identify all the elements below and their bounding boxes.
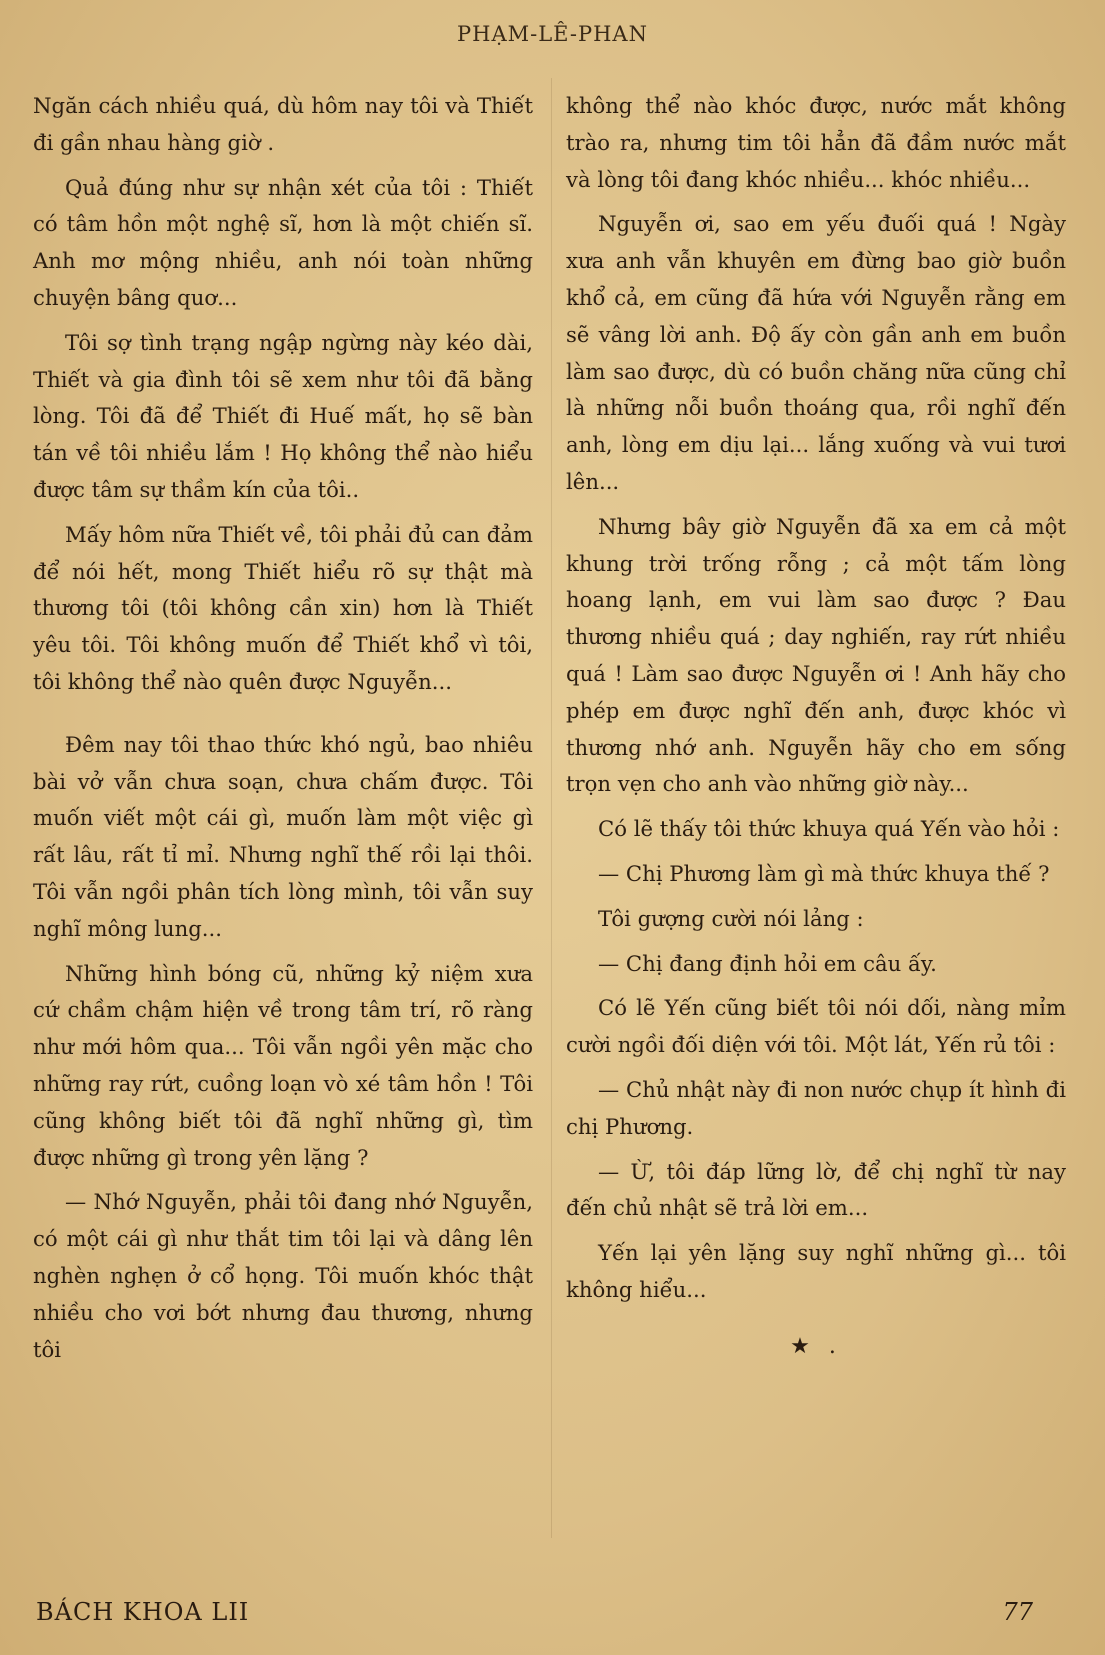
paragraph: — Nhớ Nguyễn, phải tôi đang nhớ Nguyễn, có một cái gì như thắt tim tôi lại và dâng lên nghèn nghẹn ở cổ họng. Tôi muốn khóc thật nhiều cho vơi bớt nhưng đau thương, nhưng tôi xyxy=(33,1189,533,1362)
paragraph: — Chị đang định hỏi em câu ấy. xyxy=(598,950,937,976)
paragraph: Đêm nay tôi thao thức khó ngủ, bao nhiêu bài vở vẫn chưa soạn, chưa chấm được. Tôi muốn viết một cái gì, muốn làm một việc gì rất lâu, rất tỉ mỉ. Nhưng nghĩ thế rồi lại thôi. Tôi vẫn ngồi phân tích lòng mình, tôi vẫn suy nghĩ mông lung... xyxy=(33,731,533,941)
paragraph: — Chủ nhật này đi non nước chụp ít hình đi chị Phương. xyxy=(566,1076,1066,1139)
paragraph: Yến lại yên lặng suy nghĩ những gì... tôi không hiểu... xyxy=(566,1240,1066,1302)
paragraph: Nhưng bây giờ Nguyễn đã xa em cả một khung trời trống rỗng ; cả một tấm lòng hoang lạnh, em vui làm sao được ? Đau thương nhiều quá ; day nghiến, ray rứt nhiều quá ! Làm sao được Nguyễn ơi ! Anh hãy cho phép em được nghĩ đến anh, được khóc vì thương nhớ anh. Nguyễn hãy cho em sống trọn vẹn cho anh vào những giờ này... xyxy=(566,513,1066,797)
paragraph: Tôi sợ tình trạng ngập ngừng này kéo dài, Thiết và gia đình tôi sẽ xem như tôi đã bằng lòng. Tôi đã để Thiết đi Huế mất, họ sẽ bàn tán về tôi nhiều lắm ! Họ không thể nào hiểu được tâm sự thầm kín của tôi.. xyxy=(33,329,533,502)
paragraph: Nguyễn ơi, sao em yếu đuối quá ! Ngày xưa anh vẫn khuyên em đừng bao giờ buồn khổ cả, em cũng đã hứa với Nguyễn rằng em sẽ vâng lời anh. Độ ấy còn gần anh em buồn làm sao được, dù có buồn chăng nữa cũng chỉ là những nỗi buồn thoáng qua, rồi nghĩ đến anh, lòng em dịu lại... lắng xuống và vui tươi lên... xyxy=(566,211,1066,494)
magazine-name: BÁCH KHOA LII xyxy=(36,1598,250,1626)
paragraph: Tôi gượng cười nói lảng : xyxy=(598,905,864,931)
paragraph: Ngăn cách nhiều quá, dù hôm nay tôi và Thiết đi gần nhau hàng giờ . xyxy=(33,93,533,155)
column-divider xyxy=(551,78,552,1538)
paragraph: không thể nào khóc được, nước mắt không trào ra, nhưng tim tôi hẳn đã đầm nước mắt và lòng tôi đang khóc nhiều... khóc nhiều... xyxy=(566,93,1066,192)
paragraph: Những hình bóng cũ, những kỷ niệm xưa cứ chầm chậm hiện về trong tâm trí, rõ ràng như mới hôm qua... Tôi vẫn ngồi yên mặc cho những ray rứt, cuồng loạn vò xé tâm hồn ! Tôi cũng không biết tôi đã nghĩ những gì, tìm được những gì trong yên lặng ? xyxy=(33,960,533,1170)
left-column xyxy=(33,88,533,1376)
paragraph: Có lẽ Yến cũng biết tôi nói dối, nàng mỉm cười ngồi đối diện với tôi. Một lát, Yến rủ tôi : xyxy=(566,995,1066,1058)
page-number: 77 xyxy=(1002,1598,1033,1626)
paragraph: — Ừ, tôi đáp lững lờ, để chị nghĩ từ nay đến chủ nhật sẽ trả lời em... xyxy=(566,1158,1066,1221)
paragraph: Có lẽ thấy tôi thức khuya quá Yến vào hỏi : xyxy=(598,816,1060,842)
right-column xyxy=(566,88,1066,1366)
paragraph: — Chị Phương làm gì mà thức khuya thế ? xyxy=(598,860,1050,886)
paragraph: Quả đúng như sự nhận xét của tôi : Thiết có tâm hồn một nghệ sĩ, hơn là một chiến sĩ. Anh mơ mộng nhiều, anh nói toàn những chuyện bâng quơ... xyxy=(33,174,533,310)
end-mark: ★ . xyxy=(790,1333,842,1359)
running-title: PHẠM-LÊ-PHAN xyxy=(457,22,648,46)
paragraph: Mấy hôm nữa Thiết về, tôi phải đủ can đảm để nói hết, mong Thiết hiểu rõ sự thật mà thương tôi (tôi không cần xin) hơn là Thiết yêu tôi. Tôi không muốn để Thiết khổ vì tôi, tôi không thể nào quên được Nguyễn... xyxy=(33,521,533,694)
